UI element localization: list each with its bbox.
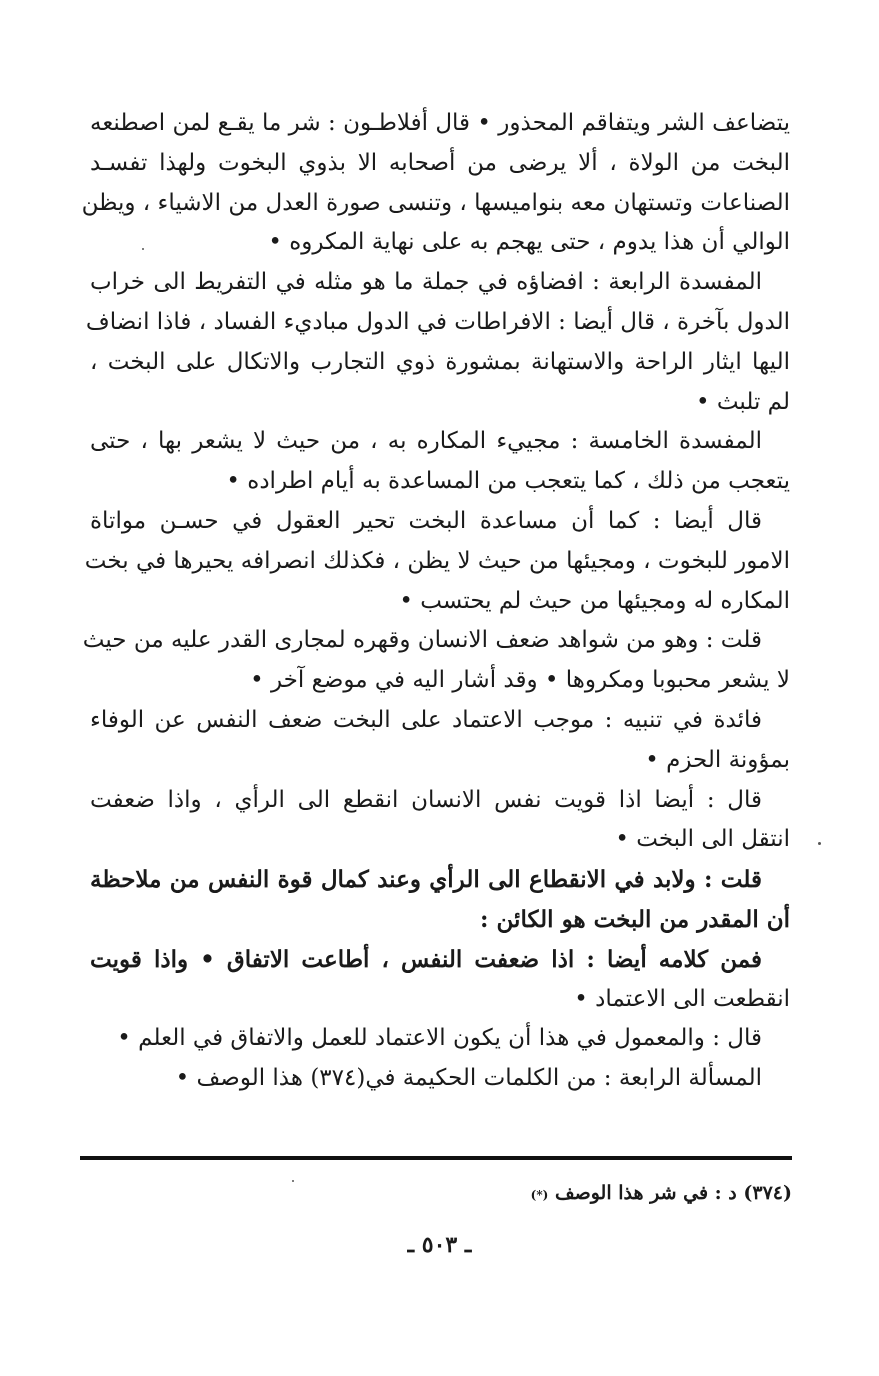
paragraph-start-line: فمن كلامه أيضا : اذا ضعفت النفس ، أطاعت الاتفاق • واذا قويت — [90, 945, 762, 973]
text-line: اليها ايثار الراحة والاستهانة بمشورة ذوي التجارب والاتكال على البخت ، — [90, 348, 790, 375]
text-line: لم تلبث • — [695, 388, 790, 415]
text-line: يتعجب من ذلك ، كما يتعجب من المساعدة به أيام اطراده • — [226, 468, 790, 495]
text-line: يتضاعف الشر ويتفاقم المحذور • قال أفلاطـون : شر ما يقـع لمن اصطنعه — [90, 110, 790, 136]
footnote — [440, 1178, 792, 1210]
text-line: البخت من الولاة ، ألا يرضى من أصحابه الا بذوي البخوت ولهذا تفسـد — [90, 149, 790, 176]
text-line: الامور للبخوت ، ومجيئها من حيث لا يظن ، فكذلك انصرافه يحيرها في بخت — [84, 547, 790, 574]
paragraph-start-line: قلت : وهو من شواهد ضعف الانسان وقهره لمجارى القدر عليه من حيث — [82, 627, 762, 654]
scan-speck — [818, 842, 821, 845]
text-line: لا يشعر محبوبا ومكروها • وقد أشار اليه في موضع آخر • — [250, 667, 790, 694]
text-line: الدول بآخرة ، قال أيضا : الافراطات في الدول مباديء الفساد ، فاذا انضاف — [85, 308, 790, 335]
paragraph-start-line: قال أيضا : كما أن مساعدة البخت تحير العقول في حسـن مواتاة — [90, 507, 762, 534]
text-line: انقطعت الى الاعتماد • — [574, 985, 790, 1012]
footnote-text: (٣٧٤) د : في شر هذا الوصف — [554, 1182, 792, 1204]
text-line: الوالي أن هذا يدوم ، حتى يهجم به على نهاية المكروه • — [268, 229, 790, 256]
scan-speck — [142, 248, 144, 250]
paragraph-start-line: المفسدة الرابعة : افضاؤه في جملة ما هو مثله في التفريط الى خراب — [90, 269, 762, 296]
page-number: ـ ٥٠٣ ـ — [407, 1232, 472, 1258]
main-text — [81, 104, 790, 1099]
paragraph-start-line: المفسدة الخامسة : مجييء المكاره به ، من حيث لا يشعر بها ، حتى — [90, 428, 762, 455]
footnote-separator-rule — [80, 1156, 792, 1160]
text-line: بمؤونة الحزم • — [645, 746, 790, 773]
paragraph-start-line: المسألة الرابعة : من الكلمات الحكيمة في(٣٧٤) هذا الوصف • — [175, 1065, 762, 1092]
text-line: أن المقدر من البخت هو الكائن : — [480, 905, 790, 933]
paragraph-start-line: قال : والمعمول في هذا أن يكون الاعتماد للعمل والاتفاق في العلم • — [117, 1025, 762, 1052]
paragraph-start-line: قلت : ولابد في الانقطاع الى الرأي وعند كمال قوة النفس من ملاحظة — [90, 866, 762, 894]
paragraph-start-line: قال : أيضا اذا قويت نفس الانسان انقطع الى الرأي ، واذا ضعفت — [90, 786, 762, 813]
scan-speck — [292, 1180, 294, 1182]
text-line: المكاره له ومجيئها من حيث لم يحتسب • — [399, 587, 790, 614]
footnote-mark: (*) — [530, 1188, 549, 1202]
text-line: انتقل الى البخت • — [615, 826, 790, 853]
text-line: الصناعات وتستهان معه بنواميسها ، وتنسى صورة العدل من الاشياء ، ويظن — [81, 189, 790, 216]
paragraph-start-line: فائدة في تنبيه : موجب الاعتماد على البخت ضعف النفس عن الوفاء — [90, 706, 762, 733]
